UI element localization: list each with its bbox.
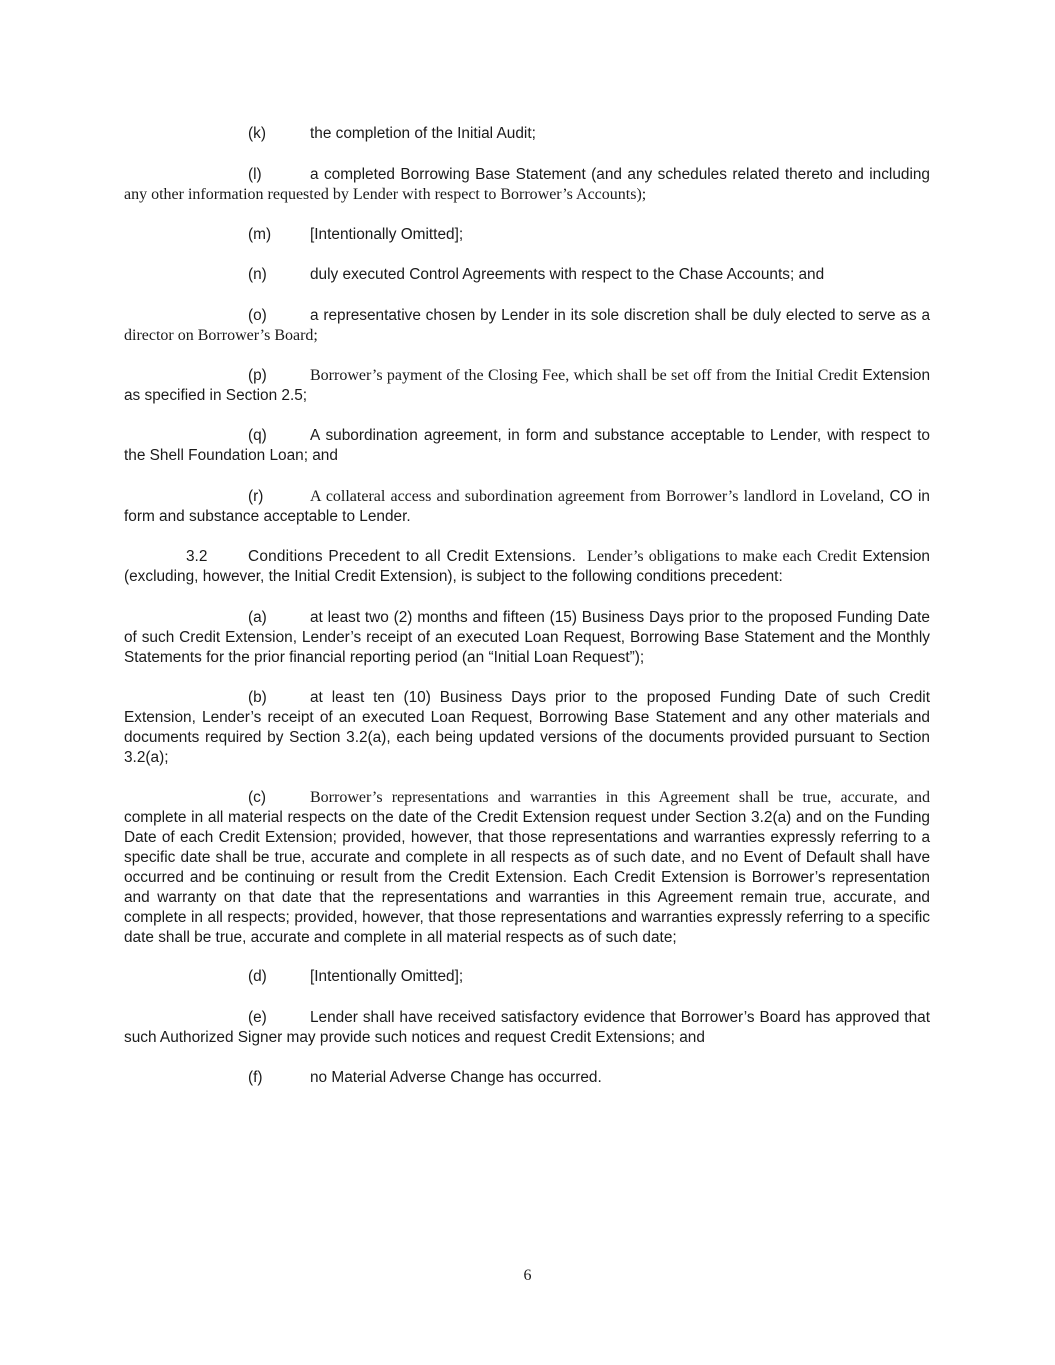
item-label: (d) bbox=[248, 968, 267, 985]
item-text: duly executed Control Agreements with respect to the Chase Accounts; and bbox=[310, 266, 825, 283]
item-text: Lender shall have received satisfactory evidence that Borrower’s Board has approved that bbox=[310, 1009, 930, 1026]
item-text-continued: CO in form and substance acceptable to Lender. bbox=[124, 488, 930, 525]
item-label: (f) bbox=[248, 1069, 263, 1086]
item-label: (c) bbox=[248, 789, 266, 806]
condition-d bbox=[248, 967, 463, 987]
item-text: the completion of the Initial Audit; bbox=[310, 125, 536, 142]
item-text-continued: the Shell Foundation Loan; and bbox=[124, 447, 338, 464]
list-item-n bbox=[248, 265, 824, 285]
section-heading: Conditions Precedent to all Credit Extensions. bbox=[248, 548, 577, 565]
list-item-m bbox=[248, 225, 463, 245]
item-label: (o) bbox=[248, 307, 267, 324]
page-number: 6 bbox=[523, 1267, 532, 1284]
condition-b bbox=[124, 688, 930, 768]
item-label: (a) bbox=[248, 609, 267, 626]
item-label: (q) bbox=[248, 427, 267, 444]
item-label: (e) bbox=[248, 1009, 267, 1026]
item-label: (l) bbox=[248, 166, 262, 183]
item-text: a representative chosen by Lender in its sole discretion shall be duly elected to serve as a bbox=[310, 307, 930, 324]
item-text: [Intentionally Omitted]; bbox=[310, 226, 464, 243]
list-item-l bbox=[124, 165, 930, 205]
item-text-continued: Extension as specified in Section 2.5; bbox=[124, 367, 931, 404]
item-label: (n) bbox=[248, 266, 267, 283]
list-item-r bbox=[124, 487, 930, 527]
item-text: Borrower’s representations and warranties in this Agreement shall be true, accurate, and bbox=[310, 789, 930, 806]
item-text: A collateral access and subordination agreement from Borrower’s landlord in Loveland, bbox=[310, 488, 885, 505]
list-item-k bbox=[248, 124, 536, 144]
section-text: Lender’s obligations to make each Credit bbox=[587, 548, 857, 565]
list-item-p bbox=[124, 366, 930, 406]
item-text-continued: such Authorized Signer may provide such notices and request Credit Extensions; and bbox=[124, 1029, 705, 1046]
condition-f bbox=[248, 1068, 602, 1088]
item-text: no Material Adverse Change has occurred. bbox=[310, 1069, 602, 1086]
item-label: (k) bbox=[248, 125, 266, 142]
section-3-2 bbox=[124, 547, 930, 587]
item-text-continued: Extension, Lender’s receipt of an executed Loan Request, Borrowing Base Statement and any other materials and documents required by Section 3.2(a), each being updated versions of the documents provided pursuant to Section 3.2(a); bbox=[124, 709, 930, 766]
item-text: at least ten (10) Business Days prior to the proposed Funding Date of such Credit bbox=[310, 689, 930, 706]
item-label: (r) bbox=[248, 488, 264, 505]
item-text-continued: Date of such Credit Extension, Lender’s receipt of an executed Loan Request, Borrowing Base Statement and the Monthly Statements for the prior financial reporting period (an “Initial Loan Request”); bbox=[124, 609, 930, 666]
item-text-continued: any other information requested by Lender with respect to Borrower’s Accounts); bbox=[124, 186, 647, 203]
item-text-continued: director on Borrower’s Board; bbox=[124, 327, 318, 344]
condition-a bbox=[124, 608, 930, 668]
section-number: 3.2 bbox=[186, 548, 208, 565]
list-item-o bbox=[124, 306, 930, 346]
item-label: (m) bbox=[248, 226, 272, 243]
item-label: (p) bbox=[248, 367, 267, 384]
item-text: at least two (2) months and fifteen (15) Business Days prior to the proposed Funding bbox=[310, 609, 893, 626]
condition-c bbox=[124, 788, 930, 948]
item-text: A subordination agreement, in form and substance acceptable to Lender, with respect to bbox=[310, 427, 930, 444]
section-text-continued: Extension (excluding, however, the Initial Credit Extension), is subject to the following conditions precedent: bbox=[124, 548, 930, 585]
item-text: a completed Borrowing Base Statement (and any schedules related thereto and including bbox=[310, 166, 930, 183]
list-item-q bbox=[124, 426, 930, 466]
condition-e bbox=[124, 1008, 930, 1048]
item-text-continued: complete in all material respects on the date of the Credit Extension request under Section 3.2(a) and on the Funding Date of each Credit Extension; provided, however, that those representations and warranties expressly referring to a specific date shall be true, accurate and complete in all respects as of such date, and no Event of Default shall have occurred and be continuing or result from the Credit Extension. Each Credit Extension is Borrower’s representation and warranty on that date that the representations and warranties in this Agreement remain true, accurate, and complete in all respects; provided, however, that those representations and warranties expressly referring to a specific date shall be true, accurate and complete in all material respects as of such date; bbox=[124, 809, 930, 946]
item-text: [Intentionally Omitted]; bbox=[310, 968, 464, 985]
item-label: (b) bbox=[248, 689, 267, 706]
item-text: Borrower’s payment of the Closing Fee, which shall be set off from the Initial Credit bbox=[310, 367, 858, 384]
